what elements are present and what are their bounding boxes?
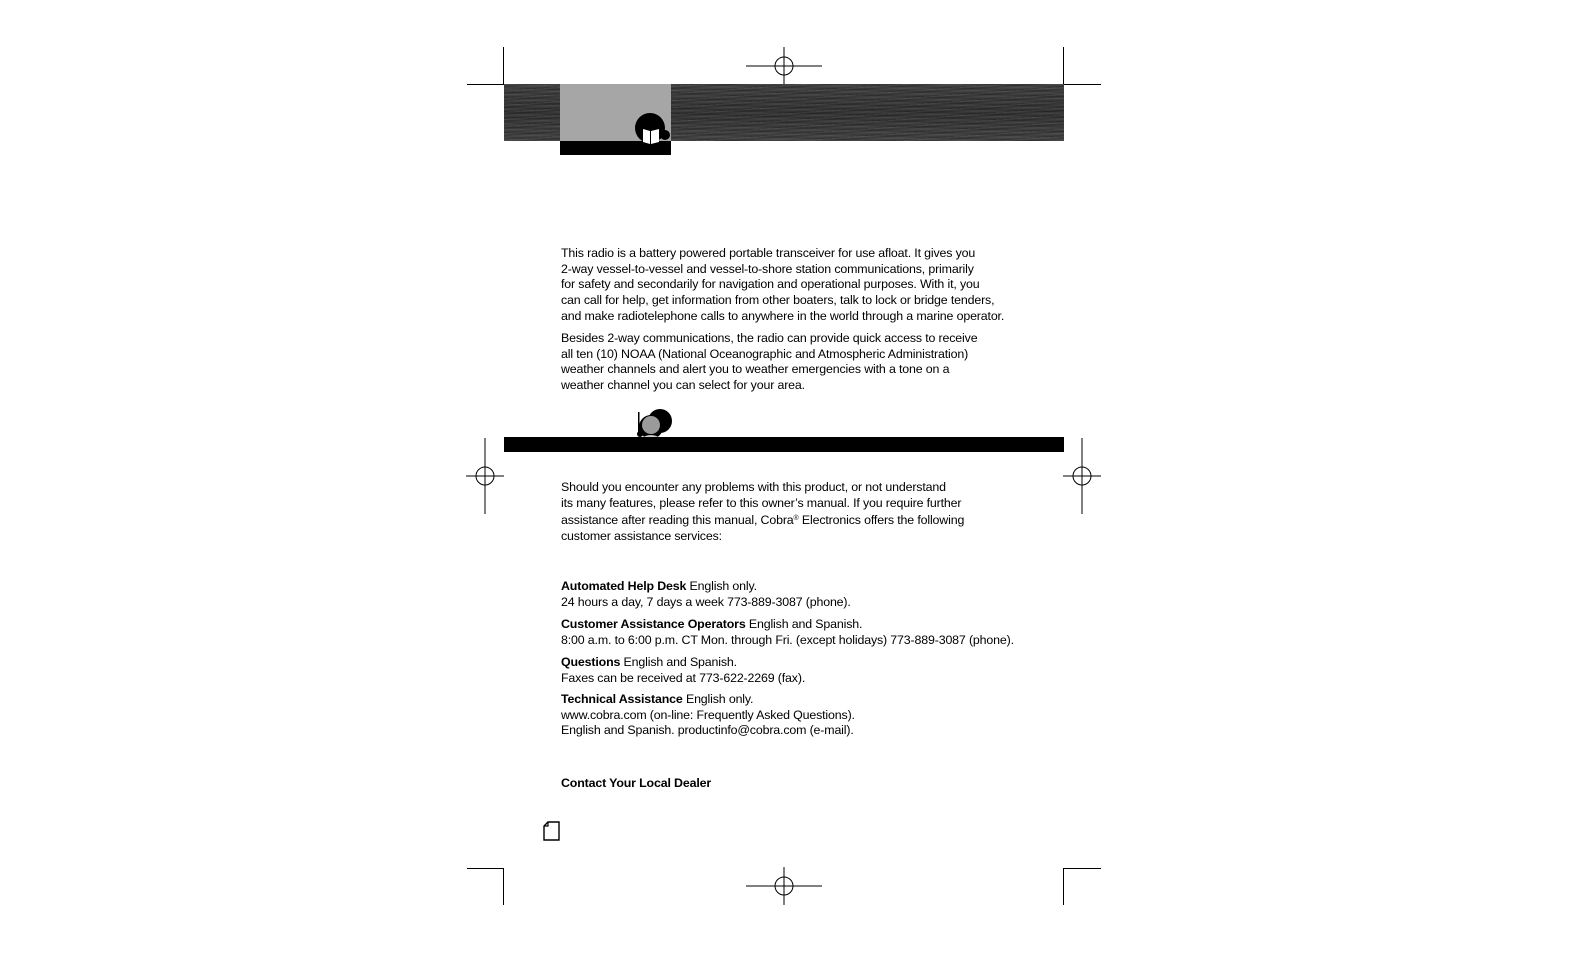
service-language: English only. bbox=[686, 579, 757, 593]
contact-dealer bbox=[561, 776, 711, 792]
service-language: English and Spanish. bbox=[745, 617, 863, 631]
service-heading bbox=[561, 692, 855, 708]
assistance-line: Should you encounter any problems with this product, or not understand bbox=[561, 480, 946, 494]
contact-dealer-heading bbox=[561, 776, 711, 792]
crop-mark bbox=[1064, 84, 1101, 85]
assistance-line: its many features, please refer to this owner’s manual. If you require further bbox=[561, 495, 962, 510]
service-title: Technical Assistance bbox=[561, 692, 683, 706]
intro-line: Besides 2-way communications, the radio can provide quick access to receive bbox=[561, 331, 978, 345]
service-detail: Faxes can be received at 773-622-2269 (fax). bbox=[561, 670, 806, 685]
crop-mark bbox=[467, 84, 504, 85]
intro-line: all ten (10) NOAA (National Oceanographic and Atmospheric Administration) bbox=[561, 346, 969, 361]
service-language: English only. bbox=[682, 692, 754, 706]
service-automated-help-desk bbox=[561, 579, 851, 610]
intro-text-2 bbox=[561, 331, 977, 394]
intro-line: 2-way vessel-to-vessel and vessel-to-shore station communications, primarily bbox=[561, 261, 974, 276]
assistance-line: customer assistance services: bbox=[561, 529, 722, 544]
service-heading bbox=[561, 579, 851, 595]
contact-dealer-title: Contact Your Local Dealer bbox=[561, 776, 712, 790]
service-detail: www.cobra.com (on-line: Frequently Asked Questions). bbox=[561, 707, 855, 722]
assistance-text bbox=[561, 480, 964, 545]
intro-line: weather channel you can select for your area. bbox=[561, 378, 805, 393]
intro-text bbox=[561, 246, 1004, 325]
crop-mark bbox=[1064, 868, 1101, 869]
registration-mark-right bbox=[1063, 438, 1101, 514]
page-icon bbox=[543, 821, 561, 841]
crop-mark bbox=[503, 868, 504, 905]
service-language: English and Spanish. bbox=[620, 655, 737, 669]
service-detail: 24 hours a day, 7 days a week 773-889-3087 (phone). bbox=[561, 594, 851, 609]
intro-line: can call for help, get information from other boaters, talk to lock or bridge tenders, bbox=[561, 293, 995, 308]
service-questions bbox=[561, 655, 805, 686]
section-divider-bar bbox=[504, 437, 1064, 452]
service-title: Questions bbox=[561, 655, 621, 669]
service-heading bbox=[561, 655, 805, 671]
service-detail: English and Spanish. productinfo@cobra.com (e-mail). bbox=[561, 723, 854, 738]
assistance-line-part: Electronics offers the following bbox=[798, 513, 965, 528]
service-title: Automated Help Desk bbox=[561, 579, 687, 593]
registered-mark: ® bbox=[793, 515, 799, 523]
registration-mark-bottom bbox=[746, 867, 822, 905]
registration-mark-top bbox=[746, 47, 822, 85]
assistance-line-part: assistance after reading this manual, Cobra bbox=[561, 513, 794, 528]
assistance-line bbox=[561, 511, 964, 529]
crop-mark bbox=[1063, 47, 1064, 84]
service-title: Customer Assistance Operators bbox=[561, 617, 746, 631]
service-technical-assistance bbox=[561, 692, 855, 739]
crop-mark bbox=[467, 868, 504, 869]
crop-mark bbox=[1063, 868, 1064, 905]
book-icon bbox=[634, 111, 674, 147]
crop-mark bbox=[503, 47, 504, 84]
service-detail: 8:00 a.m. to 6:00 p.m. CT Mon. through Fri. (except holidays) 773-889-3087 (phone). bbox=[561, 632, 1014, 647]
intro-line: weather channels and alert you to weather emergencies with a tone on a bbox=[561, 362, 950, 377]
intro-line: and make radiotelephone calls to anywhere in the world through a marine operator. bbox=[561, 308, 1005, 323]
intro-line: for safety and secondarily for navigation and operational purposes. With it, you bbox=[561, 277, 980, 292]
service-customer-assistance-operators bbox=[561, 617, 1014, 648]
service-heading bbox=[561, 617, 1014, 633]
registration-mark-left bbox=[466, 438, 504, 514]
intro-line: This radio is a battery powered portable transceiver for use afloat. It gives you bbox=[561, 246, 976, 260]
